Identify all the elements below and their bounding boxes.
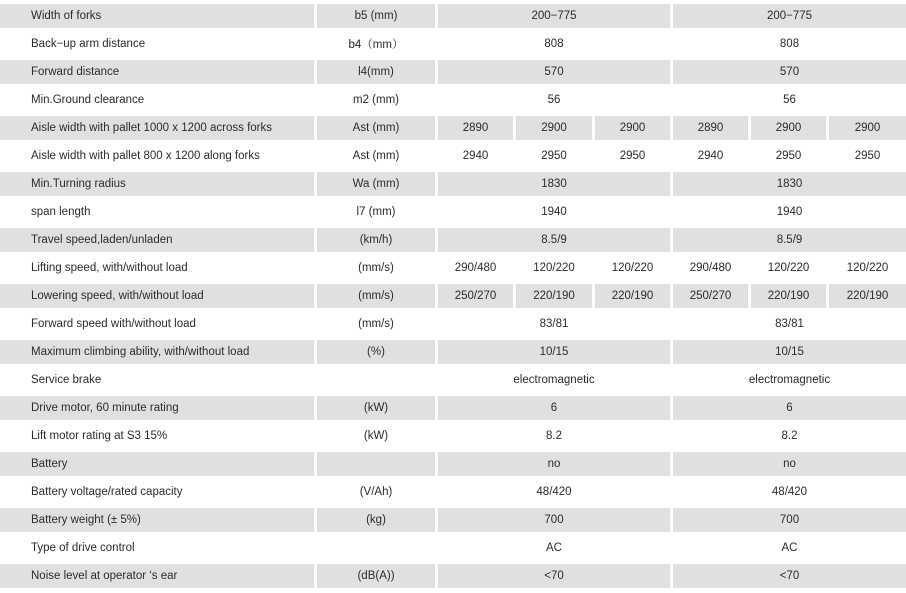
row-label: Maximum climbing ability, with/without load <box>0 340 317 368</box>
row-value: 48/420 <box>438 480 673 508</box>
row-unit <box>317 452 438 480</box>
row-label: Type of drive control <box>0 536 317 564</box>
row-value: 700 <box>673 508 906 536</box>
row-label: Forward speed with/without load <box>0 312 317 340</box>
table-row <box>0 172 906 200</box>
row-label: Drive motor, 60 minute rating <box>0 396 317 424</box>
table-row <box>0 88 906 116</box>
row-unit: Ast (mm) <box>317 144 438 172</box>
row-label: Aisle width with pallet 1000 x 1200 across forks <box>0 116 317 144</box>
row-value: 200−775 <box>438 4 673 32</box>
row-unit: (dB(A)) <box>317 564 438 592</box>
row-value: 120/220 <box>516 256 595 284</box>
row-unit: m2 (mm) <box>317 88 438 116</box>
row-label: Lift motor rating at S3 15% <box>0 424 317 452</box>
row-unit <box>317 536 438 564</box>
row-unit: (kW) <box>317 424 438 452</box>
table-row <box>0 144 906 172</box>
row-value: 2950 <box>829 144 906 172</box>
row-value: 2900 <box>595 116 673 144</box>
row-value: no <box>438 452 673 480</box>
row-unit: Ast (mm) <box>317 116 438 144</box>
row-unit: l7 (mm) <box>317 200 438 228</box>
row-value: 290/480 <box>438 256 516 284</box>
row-unit: (mm/s) <box>317 256 438 284</box>
row-value: 8.2 <box>673 424 906 452</box>
row-label: Battery <box>0 452 317 480</box>
table-row <box>0 312 906 340</box>
row-unit: b5 (mm) <box>317 4 438 32</box>
row-label: Min.Ground clearance <box>0 88 317 116</box>
row-value: no <box>673 452 906 480</box>
row-label: Noise level at operator ‘s ear <box>0 564 317 592</box>
row-value: 290/480 <box>673 256 751 284</box>
row-value: 83/81 <box>673 312 906 340</box>
table-row <box>0 508 906 536</box>
row-value: 2900 <box>516 116 595 144</box>
row-value: 220/190 <box>516 284 595 312</box>
row-label: Travel speed,laden/unladen <box>0 228 317 256</box>
table-row <box>0 424 906 452</box>
row-value: 120/220 <box>751 256 829 284</box>
row-label: Service brake <box>0 368 317 396</box>
row-unit: b4（mm） <box>317 32 438 60</box>
row-value: 1830 <box>673 172 906 200</box>
spec-table-body <box>0 4 906 592</box>
row-value: 808 <box>673 32 906 60</box>
row-unit: (kg) <box>317 508 438 536</box>
row-value: 8.5/9 <box>438 228 673 256</box>
row-value: 2950 <box>751 144 829 172</box>
row-unit: l4(mm) <box>317 60 438 88</box>
row-value: 2940 <box>438 144 516 172</box>
row-unit: (V/Ah) <box>317 480 438 508</box>
row-value: 120/220 <box>595 256 673 284</box>
row-value: 220/190 <box>751 284 829 312</box>
table-row <box>0 116 906 144</box>
row-value: 700 <box>438 508 673 536</box>
spec-table <box>0 4 906 592</box>
row-label: Lifting speed, with/without load <box>0 256 317 284</box>
row-value: 2900 <box>751 116 829 144</box>
row-value: 2890 <box>673 116 751 144</box>
row-value: 570 <box>673 60 906 88</box>
table-row <box>0 340 906 368</box>
row-value: <70 <box>438 564 673 592</box>
row-label: Battery weight (± 5%) <box>0 508 317 536</box>
row-label: Back−up arm distance <box>0 32 317 60</box>
row-value: AC <box>673 536 906 564</box>
row-value: 1940 <box>673 200 906 228</box>
row-value: 2950 <box>595 144 673 172</box>
row-value: 220/190 <box>829 284 906 312</box>
row-value: electromagnetic <box>673 368 906 396</box>
table-row <box>0 60 906 88</box>
row-value: 2950 <box>516 144 595 172</box>
table-row <box>0 200 906 228</box>
row-label: Forward distance <box>0 60 317 88</box>
row-unit: (kW) <box>317 396 438 424</box>
table-row <box>0 368 906 396</box>
table-row <box>0 228 906 256</box>
row-unit: Wa (mm) <box>317 172 438 200</box>
row-unit: (%) <box>317 340 438 368</box>
row-label: Aisle width with pallet 800 x 1200 along forks <box>0 144 317 172</box>
row-value: 10/15 <box>438 340 673 368</box>
row-value: 8.5/9 <box>673 228 906 256</box>
row-value: 1830 <box>438 172 673 200</box>
table-row <box>0 4 906 32</box>
row-value: 200−775 <box>673 4 906 32</box>
row-unit: (mm/s) <box>317 312 438 340</box>
row-value: 2940 <box>673 144 751 172</box>
row-unit <box>317 368 438 396</box>
row-value: 250/270 <box>438 284 516 312</box>
row-value: 570 <box>438 60 673 88</box>
row-value: <70 <box>673 564 906 592</box>
row-value: 1940 <box>438 200 673 228</box>
row-label: Battery voltage/rated capacity <box>0 480 317 508</box>
row-unit: (km/h) <box>317 228 438 256</box>
row-value: 2890 <box>438 116 516 144</box>
row-label: Lowering speed, with/without load <box>0 284 317 312</box>
row-value: 6 <box>673 396 906 424</box>
row-value: electromagnetic <box>438 368 673 396</box>
row-value: 48/420 <box>673 480 906 508</box>
row-value: 808 <box>438 32 673 60</box>
row-value: 8.2 <box>438 424 673 452</box>
table-row <box>0 256 906 284</box>
row-unit: (mm/s) <box>317 284 438 312</box>
row-value: 83/81 <box>438 312 673 340</box>
row-value: AC <box>438 536 673 564</box>
row-label: Width of forks <box>0 4 317 32</box>
table-row <box>0 32 906 60</box>
table-row <box>0 564 906 592</box>
row-value: 120/220 <box>829 256 906 284</box>
row-value: 250/270 <box>673 284 751 312</box>
row-value: 2900 <box>829 116 906 144</box>
table-row <box>0 284 906 312</box>
row-label: span length <box>0 200 317 228</box>
row-label: Min.Turning radius <box>0 172 317 200</box>
row-value: 220/190 <box>595 284 673 312</box>
row-value: 10/15 <box>673 340 906 368</box>
row-value: 56 <box>673 88 906 116</box>
row-value: 6 <box>438 396 673 424</box>
table-row <box>0 480 906 508</box>
table-row <box>0 536 906 564</box>
table-row <box>0 396 906 424</box>
row-value: 56 <box>438 88 673 116</box>
table-row <box>0 452 906 480</box>
